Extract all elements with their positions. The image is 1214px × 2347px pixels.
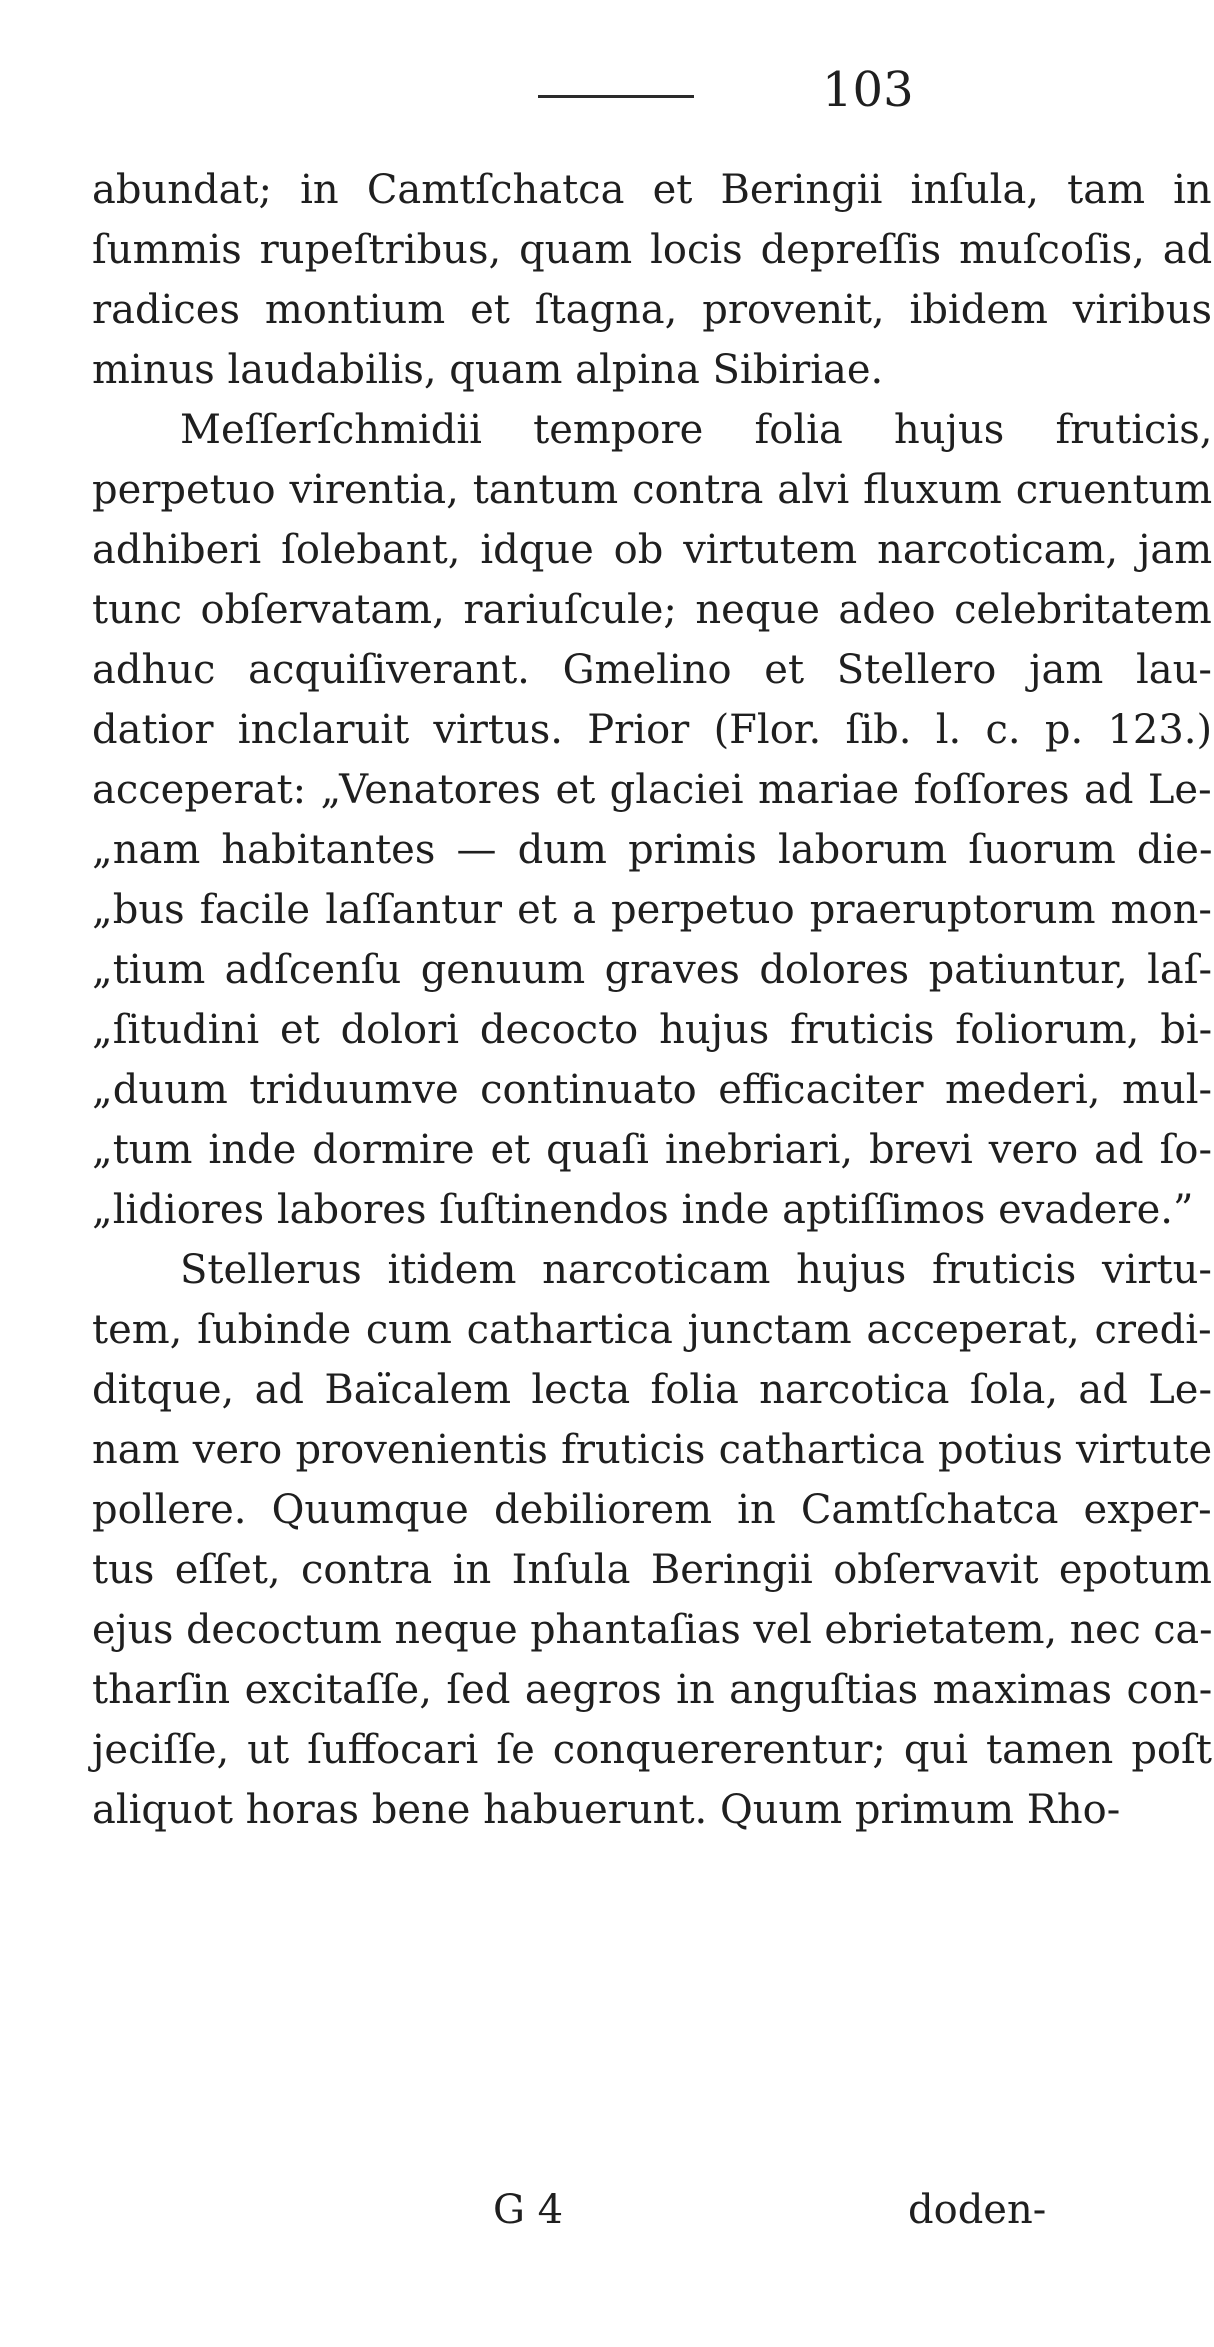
text-line: acceperat: „Venatores et glaciei mariae foſſores ad Le- (92, 767, 1212, 813)
text-line: adhuc acquiſiverant. Gmelino et Stellero jam lau- (92, 647, 1212, 693)
text-line: perpetuo virentia, tantum contra alvi fluxum cruentum (92, 467, 1213, 513)
page-number: 103 (822, 62, 914, 118)
text-line: Meſſerſchmidii tempore folia hujus fruticis, (180, 407, 1213, 453)
text-line: ditque, ad Baïcalem lecta folia narcotica ſola, ad Le- (92, 1367, 1212, 1413)
text-line: „duum triduumve continuato efficaciter mederi, mul- (92, 1067, 1213, 1113)
text-line: datior inclaruit virtus. Prior (Flor. ſib. l. c. p. 123.) (92, 707, 1213, 753)
text-line: minus laudabilis, quam alpina Sibiriae. (92, 347, 884, 393)
catchword: doden- (908, 2187, 1047, 2233)
text-line: tunc obſervatam, rariuſcule; neque adeo celebritatem (92, 587, 1212, 633)
text-line: „nam habitantes — dum primis laborum ſuorum die- (92, 827, 1213, 873)
text-line: nam vero provenientis fruticis cathartica potius virtute (92, 1427, 1213, 1473)
text-line: „tum inde dormire et quaſi inebriari, brevi vero ad ſo- (92, 1127, 1212, 1173)
text-line: „tium adſcenſu genuum graves dolores patiuntur, laſ- (92, 947, 1213, 993)
text-line: tharſin excitaſſe, ſed aegros in anguſtias maximas con- (92, 1667, 1213, 1713)
text-line: tem, ſubinde cum cathartica junctam acceperat, credi- (92, 1307, 1212, 1353)
text-line: pollere. Quumque debiliorem in Camtſchatca exper- (92, 1487, 1212, 1533)
header-rule (538, 95, 694, 98)
text-line: „lidiores labores ſuſtinendos inde aptiſſimos evadere.” (92, 1187, 1194, 1233)
text-line: ejus decoctum neque phantaſias vel ebrietatem, nec ca- (92, 1607, 1213, 1653)
text-line: jeciſſe, ut ſuffocari ſe conquererentur; qui tamen poſt (92, 1727, 1212, 1773)
text-line: „bus facile laſſantur et a perpetuo praeruptorum mon- (92, 887, 1212, 933)
signature-mark: G 4 (493, 2187, 564, 2233)
text-line: tus eſſet, contra in Inſula Beringii obſervavit epotum (92, 1547, 1212, 1593)
text-line: adhiberi ſolebant, idque ob virtutem narcoticam, jam (92, 527, 1213, 573)
text-line: Stellerus itidem narcoticam hujus fruticis virtu- (180, 1247, 1212, 1293)
text-line: „ſitudini et dolori decocto hujus fruticis foliorum, bi- (92, 1007, 1213, 1053)
text-line: aliquot horas bene habuerunt. Quum primum Rho- (92, 1787, 1121, 1833)
text-line: ſummis rupeſtribus, quam locis depreſſis muſcoſis, ad (92, 227, 1213, 273)
text-line: radices montium et ſtagna, provenit, ibidem viribus (92, 287, 1213, 333)
text-line: abundat; in Camtſchatca et Beringii inſula, tam in (92, 167, 1212, 213)
